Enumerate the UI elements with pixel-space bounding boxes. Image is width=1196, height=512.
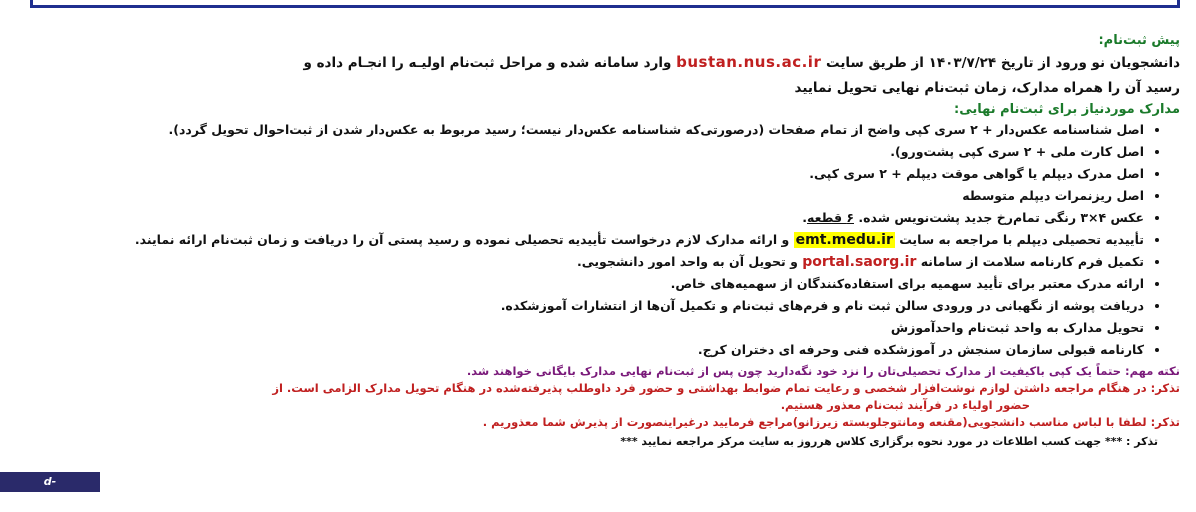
class-info-note: تذکر : *** جهت کسب اطلاعات در مورد نحوه برگزاری کلاس هرروز به سایت مرکز مراجعه نمایید *** xyxy=(620,435,1158,448)
page-frame-border xyxy=(30,0,1180,8)
bustan-site-link[interactable]: bustan.nus.ac.ir xyxy=(676,53,822,71)
list-item-health-form xyxy=(40,251,1144,273)
warning-note-line-1: تذکر: در هنگام مراجعه داشتن لوازم نوشت‌افزار شخصی و رعایت تمام ضوابط بهداشتی و حضور فرد داوطلب پذیرفته‌شده در هنگام تحویل مدارک الزامی است. از xyxy=(272,381,1180,395)
confirmation-text-after: و ارائه مدارک لازم درخواست تأییدیه تحصیلی نموده و رسید پستی آن را دریافت و زمان ثبت‌نام ارائه نمایند. xyxy=(134,232,790,247)
health-text-before: تکمیل فرم کارنامه سلامت از سامانه xyxy=(920,254,1144,269)
list-item-acceptance-report: • کارنامه قبولی سازمان سنجش در آموزشکده فنی وحرفه ای دختران کرج. xyxy=(40,339,1144,361)
list-item-diploma: • اصل مدرک دیپلم یا گواهی موقت دیپلم + ۲ سری کپی. xyxy=(40,163,1144,185)
pre-registration-heading: پیش ثبت‌نام: xyxy=(1098,33,1180,48)
list-item-birth-certificate: • اصل شناسنامه عکس‌دار + ۲ سری کپی واضح از تمام صفحات (درصورتی‌که شناسنامه عکس‌دار نیست؛ رسید مربوط به عکس‌دار شدن از ثبت‌احوال تحویل گردد). xyxy=(40,119,1144,141)
pre-registration-line-1 xyxy=(40,50,1180,76)
pre-registration-text-before: دانشجویان نو ورود از تاریخ ۱۴۰۳/۷/۲۴ از طریق سایت xyxy=(826,55,1180,71)
warning-note-line-2: حضور اولیاء در فرآیند ثبت‌نام معذور هستیم. xyxy=(780,398,1030,412)
photo-text-end: . xyxy=(802,210,807,225)
emt-site-link[interactable]: emt.medu.ir xyxy=(795,232,893,248)
pre-registration-line-2: رسید آن را همراه مدارک، زمان ثبت‌نام نهایی تحویل نمایید xyxy=(794,80,1180,96)
list-item-diploma-confirmation xyxy=(40,229,1144,251)
list-item-photo xyxy=(40,207,1144,229)
confirmation-text-before: تأییدیه تحصیلی دیپلم با مراجعه به سایت xyxy=(899,232,1144,247)
list-item-transcript: • اصل ریزنمرات دیپلم متوسطه xyxy=(40,185,1144,207)
list-item-quota: • ارائه مدرک معتبر برای تأیید سهمیه برای استفاده‌کنندگان از سهمیه‌های خاص. xyxy=(40,273,1144,295)
health-text-after: و تحویل آن به واحد امور دانشجویی. xyxy=(576,254,798,269)
portal-site-link[interactable]: portal.saorg.ir xyxy=(802,254,917,270)
list-item-deliver-documents: • تحویل مدارک به واحد ثبت‌نام واحدآموزش xyxy=(40,317,1144,339)
list-item-folder: • دریافت پوشه از نگهبانی در ورودی سالن ثبت نام و فرم‌های ثبت‌نام و تکمیل آن‌ها از انتشارات آموزشکده. xyxy=(40,295,1144,317)
pre-registration-text-after: وارد سامانه شده و مراحل ثبت‌نام اولیـه را انجـام داده و xyxy=(303,55,672,71)
dress-code-note: تذکر: لطفا با لباس مناسب دانشجویی(مقنعه ومانتوجلوبسته زیرزانو)مراجع فرمایید درغیراینصورت از پذیرش شما معذوریم . xyxy=(482,415,1180,429)
registration-notice xyxy=(40,32,1180,451)
photo-text: عکس ۴×۳ رنگی تمام‌رخ جدید پشت‌نویس شده. xyxy=(858,210,1144,225)
photo-count: ۶ قطعه xyxy=(807,210,854,225)
site-domain-tab[interactable]: d-karaj.nus.ac.ir xyxy=(0,472,100,492)
documents-heading: مدارک موردنیاز برای ثبت‌نام نهایی: xyxy=(954,102,1180,117)
important-note: نکته مهم: حتماً یک کپی باکیفیت از مدارک تحصیلی‌تان را نزد خود نگه‌دارید چون پس از ثبت‌نام نهایی مدارک بایگانی خواهند شد. xyxy=(466,364,1180,378)
documents-list xyxy=(40,119,1180,361)
list-item-national-card: • اصل کارت ملی + ۲ سری کپی پشت‌ورو). xyxy=(40,141,1144,163)
